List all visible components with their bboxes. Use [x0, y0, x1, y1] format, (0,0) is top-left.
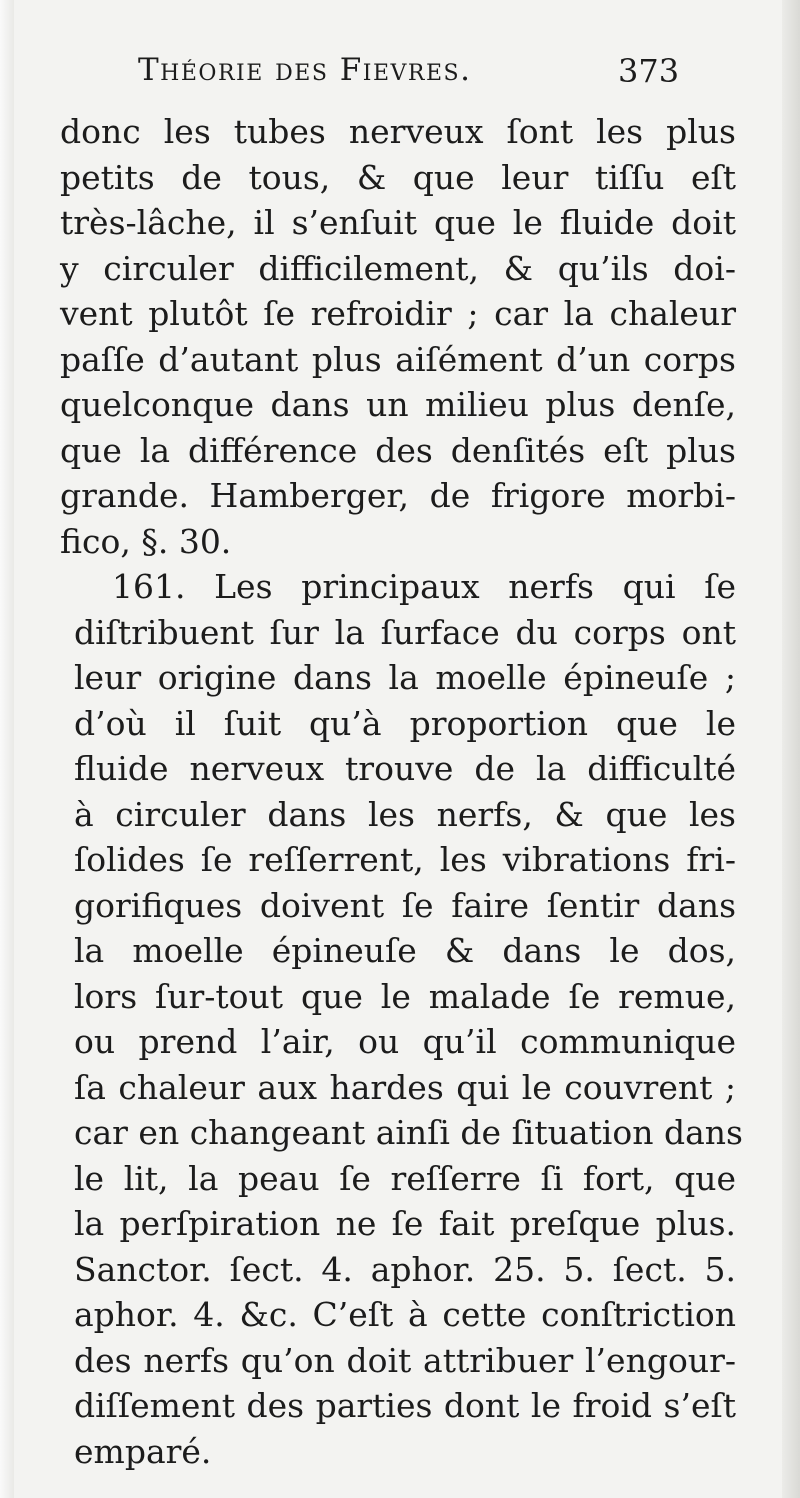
text-line: donc les tubes nerveux ſont les plus: [60, 112, 736, 151]
text-line: vent plutôt ſe refroidir ; car la chaleur: [60, 294, 736, 333]
page-header: [138, 52, 738, 98]
text-line: à circuler dans les nerfs, & que les: [74, 794, 736, 834]
text-line: des nerfs qu’on doit attribuer l’engour-: [74, 1340, 736, 1380]
text-line: petits de tous, & que leur tiſſu eſt: [60, 157, 736, 197]
text-line: quelconque dans un milieu plus denſe,: [60, 385, 736, 424]
text-line: emparé.: [74, 1431, 212, 1471]
text-line: aphor. 4. &c. C’eſt à cette conſtriction: [74, 1295, 736, 1334]
text-line: d’où il ſuit qu’à proportion que le: [74, 703, 736, 743]
text-line: ſa chaleur aux hardes qui le couvrent ;: [74, 1067, 736, 1107]
text-line: paſſe d’autant plus aiſément d’un corps: [60, 339, 736, 379]
text-line: ſolides ſe reſſerrent, les vibrations fri-: [74, 840, 736, 879]
text-line: diſſement des parties dont le froid s’eſt: [74, 1386, 736, 1425]
text-line: gorifiques doivent ſe faire ſentir dans: [74, 885, 736, 925]
running-title: Théorie des Fievres.: [138, 52, 472, 88]
page-number: 373: [618, 52, 680, 90]
text-line: diſtribuent ſur la ſurface du corps ont: [74, 612, 736, 652]
text-line: grande. Hamberger, de frigore morbi-: [60, 476, 736, 515]
text-line: la perſpiration ne ſe fait preſque plus.: [74, 1204, 736, 1243]
text-line: fluide nerveux trouve de la difficulté: [74, 749, 736, 788]
text-line: le lit, la peau ſe reſſerre ſi fort, que: [74, 1158, 736, 1198]
text-line: ou prend l’air, ou qu’il communique: [74, 1022, 736, 1061]
paragraph-161-first-line: 161. Les principaux nerfs qui ſe: [112, 567, 736, 606]
body-text: [60, 109, 743, 1474]
text-line: car en changeant ainſi de ſituation dans: [74, 1113, 743, 1152]
text-line: la moelle épineuſe & dans le dos,: [74, 931, 736, 970]
page-gutter-shadow: [782, 0, 800, 1498]
text-line: lors ſur-tout que le malade ſe remue,: [74, 976, 736, 1016]
text-line: y circuler difficilement, & qu’ils doi-: [60, 248, 736, 288]
page-left-margin: [0, 0, 14, 1498]
text-line: leur origine dans la moelle épineuſe ;: [74, 658, 736, 697]
text-line: Sanctor. ſect. 4. aphor. 25. 5. ſect. 5.: [74, 1249, 736, 1289]
text-line: que la différence des denſités eſt plus: [60, 430, 736, 470]
text-line: très-lâche, il s’enſuit que le fluide doit: [60, 203, 736, 242]
text-line: fico, §. 30.: [60, 521, 232, 561]
